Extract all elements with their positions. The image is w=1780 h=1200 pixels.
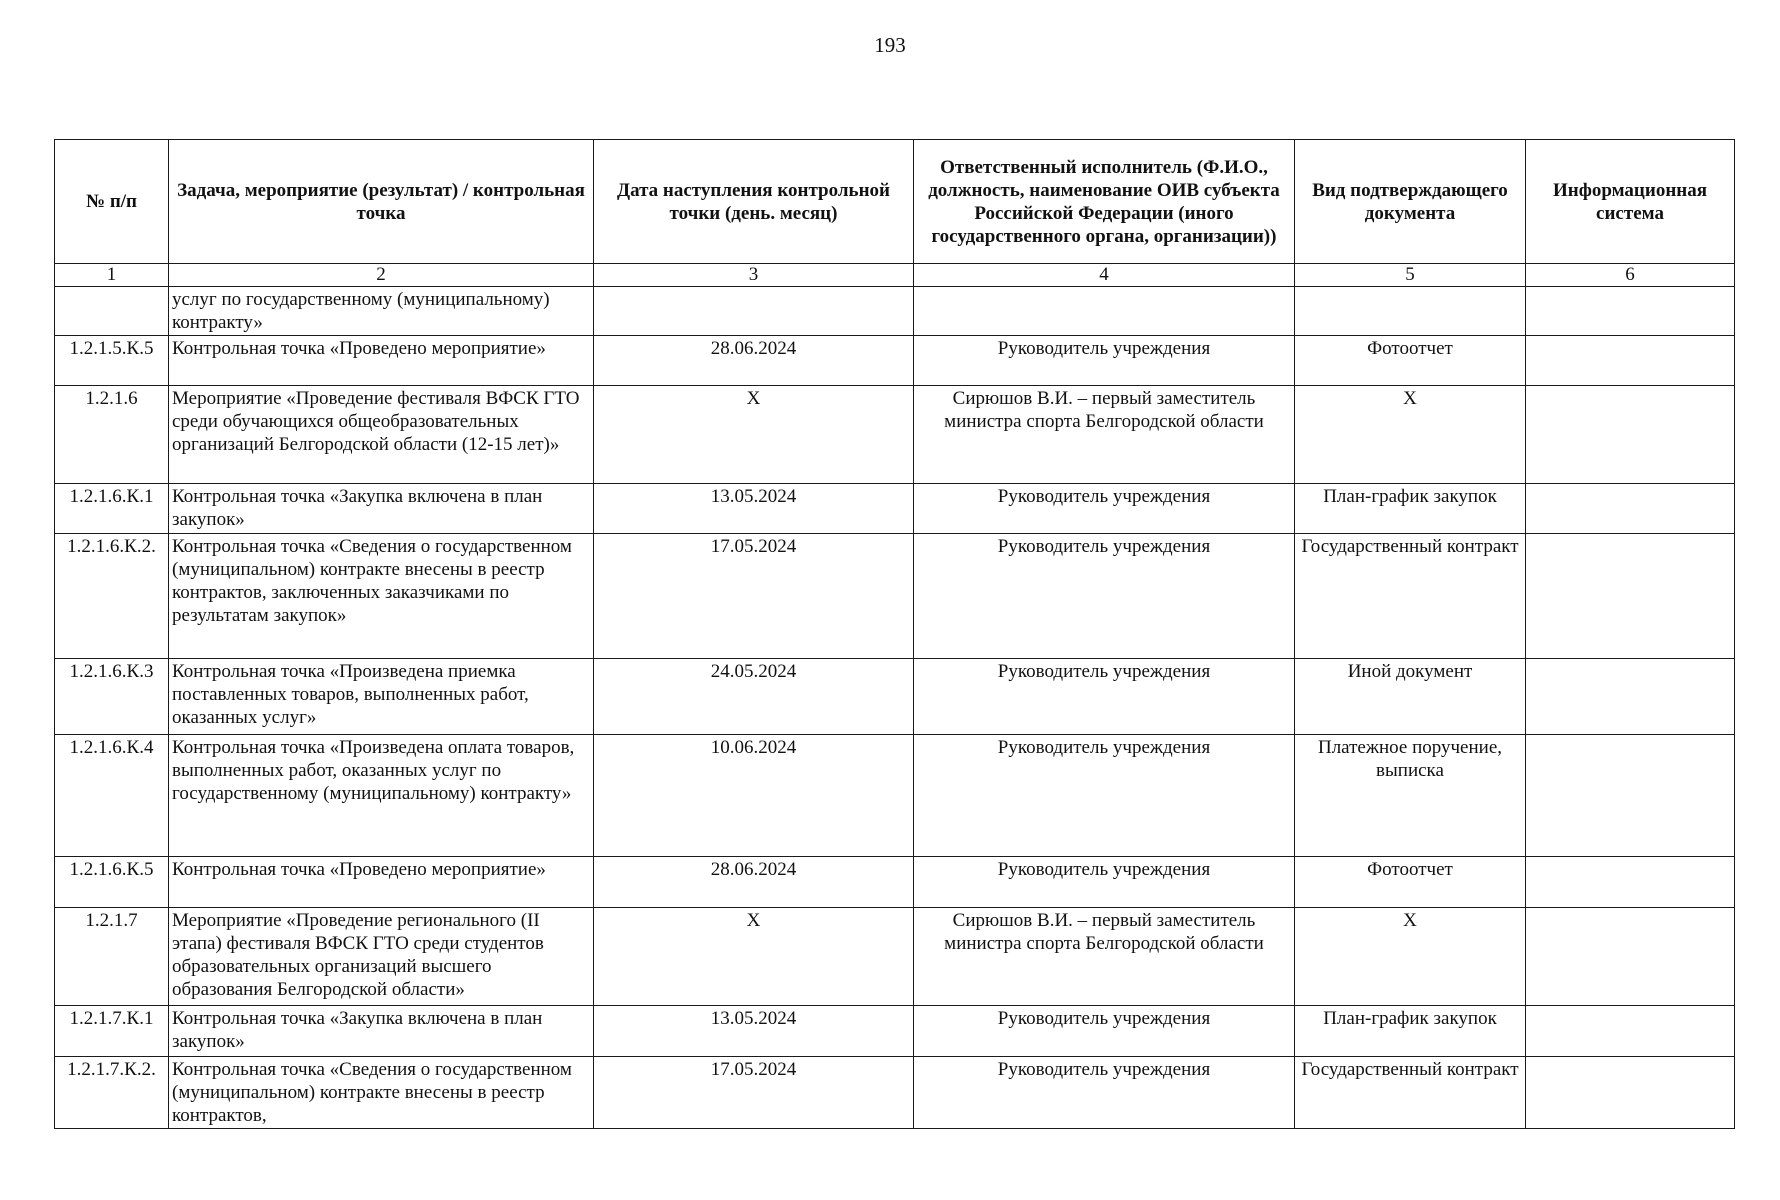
row-date: Х [594,907,914,1006]
row-number: 1.2.1.7.К.2. [55,1056,169,1129]
table-row [55,385,1735,484]
column-number: 5 [1295,264,1526,287]
row-responsible: Руководитель учреждения [914,659,1295,734]
row-document: Фотоотчет [1295,336,1526,385]
row-number: 1.2.1.6 [55,385,169,484]
row-system [1526,287,1735,336]
table-row [55,857,1735,907]
row-task: Контрольная точка «Проведено мероприятие» [169,336,594,385]
row-responsible: Руководитель учреждения [914,1006,1295,1056]
row-date: 28.06.2024 [594,336,914,385]
row-system [1526,659,1735,734]
row-date [594,287,914,336]
column-numbers-row [55,264,1735,287]
row-system [1526,336,1735,385]
column-number: 4 [914,264,1295,287]
row-document: План-график закупок [1295,1006,1526,1056]
row-date: Х [594,385,914,484]
row-number [55,287,169,336]
header-task: Задача, мероприятие (результат) / контрольная точка [169,140,594,264]
row-task: Контрольная точка «Сведения о государственном (муниципальном) контракте внесены в реестр контрактов, [169,1056,594,1129]
row-task: Контрольная точка «Закупка включена в план закупок» [169,1006,594,1056]
row-number: 1.2.1.6.К.1 [55,484,169,534]
row-task: Мероприятие «Проведение регионального (II этапа) фестиваля ВФСК ГТО среди студентов образовательных организаций высшего образования Белгородской области» [169,907,594,1006]
row-task: Мероприятие «Проведение фестиваля ВФСК ГТО среди обучающихся общеобразовательных организаций Белгородской области (12-15 лет)» [169,385,594,484]
row-number: 1.2.1.6.К.4 [55,734,169,857]
row-responsible: Руководитель учреждения [914,1056,1295,1129]
row-number: 1.2.1.6.К.5 [55,857,169,907]
table-row [55,1056,1735,1129]
row-document: План-график закупок [1295,484,1526,534]
row-responsible: Сирюшов В.И. – первый заместитель министра спорта Белгородской области [914,385,1295,484]
table-row [55,907,1735,1006]
row-date: 28.06.2024 [594,857,914,907]
row-system [1526,385,1735,484]
row-system [1526,907,1735,1006]
row-system [1526,534,1735,659]
header-system: Информационная система [1526,140,1735,264]
column-number: 3 [594,264,914,287]
table-row [55,734,1735,857]
row-system [1526,857,1735,907]
row-task: Контрольная точка «Произведена приемка поставленных товаров, выполненных работ, оказанных услуг» [169,659,594,734]
header-number: № п/п [55,140,169,264]
header-date: Дата наступления контрольной точки (день. месяц) [594,140,914,264]
row-document: Фотоотчет [1295,857,1526,907]
table-row [55,1006,1735,1056]
table-row [55,484,1735,534]
row-responsible: Сирюшов В.И. – первый заместитель министра спорта Белгородской области [914,907,1295,1006]
row-document: Платежное поручение, выписка [1295,734,1526,857]
row-document: Х [1295,907,1526,1006]
column-number: 6 [1526,264,1735,287]
table-row [55,659,1735,734]
row-number: 1.2.1.7 [55,907,169,1006]
row-document: Государственный контракт [1295,1056,1526,1129]
table-row [55,534,1735,659]
row-responsible: Руководитель учреждения [914,484,1295,534]
row-system [1526,1006,1735,1056]
row-number: 1.2.1.5.К.5 [55,336,169,385]
row-number: 1.2.1.6.К.3 [55,659,169,734]
column-number: 2 [169,264,594,287]
row-responsible: Руководитель учреждения [914,734,1295,857]
row-task: Контрольная точка «Закупка включена в план закупок» [169,484,594,534]
row-system [1526,484,1735,534]
row-date: 17.05.2024 [594,1056,914,1129]
row-number: 1.2.1.6.К.2. [55,534,169,659]
control-points-table [54,139,1735,1129]
header-document: Вид подтверждающего документа [1295,140,1526,264]
row-responsible: Руководитель учреждения [914,336,1295,385]
table-row [55,336,1735,385]
row-responsible: Руководитель учреждения [914,534,1295,659]
row-task: Контрольная точка «Проведено мероприятие» [169,857,594,907]
row-date: 13.05.2024 [594,484,914,534]
row-date: 13.05.2024 [594,1006,914,1056]
row-document: Х [1295,385,1526,484]
row-document: Государственный контракт [1295,534,1526,659]
header-responsible: Ответственный исполнитель (Ф.И.О., должность, наименование ОИВ субъекта Российской Федерации (иного государственного органа, организации)) [914,140,1295,264]
header-row [55,140,1735,264]
table-row [55,287,1735,336]
column-number: 1 [55,264,169,287]
row-date: 17.05.2024 [594,534,914,659]
row-document [1295,287,1526,336]
row-date: 24.05.2024 [594,659,914,734]
row-document: Иной документ [1295,659,1526,734]
row-task: Контрольная точка «Сведения о государственном (муниципальном) контракте внесены в реестр контрактов, заключенных заказчиками по результатам закупок» [169,534,594,659]
page-number: 193 [874,33,906,57]
row-task: услуг по государственному (муниципальному) контракту» [169,287,594,336]
row-responsible [914,287,1295,336]
row-system [1526,734,1735,857]
row-number: 1.2.1.7.К.1 [55,1006,169,1056]
row-system [1526,1056,1735,1129]
row-date: 10.06.2024 [594,734,914,857]
row-responsible: Руководитель учреждения [914,857,1295,907]
row-task: Контрольная точка «Произведена оплата товаров, выполненных работ, оказанных услуг по государственному (муниципальному) контракту» [169,734,594,857]
